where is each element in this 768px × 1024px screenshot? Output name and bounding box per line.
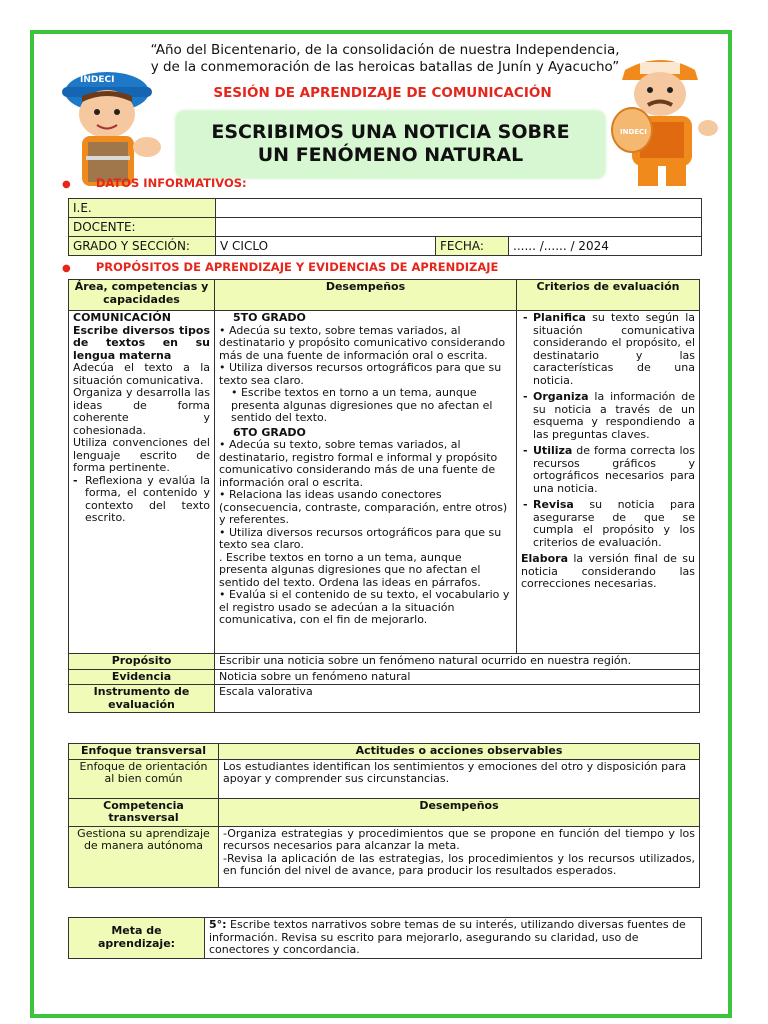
proposito-label: Propósito (69, 654, 215, 670)
col-desempenos-header: Desempeños (215, 280, 517, 311)
badge-label: INDECI (620, 128, 647, 136)
capacidad-4-wrap (73, 475, 210, 525)
meta-label: Meta de aprendizaje: (69, 918, 205, 959)
evidencia-label: Evidencia (69, 669, 215, 685)
fecha-label: FECHA: (436, 237, 509, 256)
col-area-header: Área, competencias y capacidades (69, 280, 215, 311)
desempeno-5-2: • Utiliza diversos recursos ortográficos para que su texto sea claro. (219, 361, 502, 387)
criterio-3-text: de forma correcta los recursos gráficos y ortográficos necesarios para una noticia. (533, 444, 695, 495)
proposito-value: Escribir una noticia sobre un fenómeno natural ocurrido en nuestra región. (215, 654, 700, 670)
desempeno-6-3: • Utiliza diversos recursos ortográficos para que su texto sea claro. (219, 525, 502, 551)
section-propositos-heading (62, 256, 498, 275)
desempeno-transversal-2: -Revisa la aplicación de las estrategias, los procedimientos y los recursos utilizados, en función del nivel de avance, para producir los resultados esperados. (223, 851, 695, 877)
desempenos-transversal-header: Desempeños (219, 798, 700, 826)
meta-table (68, 917, 702, 959)
criterio-1 (533, 312, 695, 387)
info-table (68, 198, 702, 256)
criterio-5-text: la versión final de su noticia considerando las correcciones necesarias. (521, 552, 695, 590)
desempeno-6-1: • Adecúa su texto, sobre temas variados, al destinatario, registro formal e informal y propósito comunicativo considerando más de una fuente de información oral o escrita. (219, 438, 498, 489)
dash-icon: - (73, 473, 78, 487)
main-title-box (176, 111, 605, 178)
bullet-icon: ● (62, 263, 71, 274)
capacidad-3: Utiliza convenciones del lenguaje escrito de forma pertinente. (73, 436, 210, 474)
criterio-1-text: su texto según la situación comunicativa considerando el propósito, el destinatario y las características de una noticia. (533, 311, 695, 387)
criterio-2-verb: Organiza (533, 390, 589, 403)
purposes-table (68, 279, 700, 713)
ie-value (216, 199, 702, 218)
motto-line-2: y de la conmemoración de las heroicas batallas de Junín y Ayacucho” (150, 59, 620, 75)
criterio-4 (533, 499, 695, 549)
meta-text: Escribe textos narrativos sobre temas de su interés, utilizando diversas fuentes de información. Revisa su escrito para mejorarlo, asegurando su claridad, uso de conectores y concordancia. (209, 918, 686, 956)
grado-label: GRADO Y SECCIÓN: (69, 237, 216, 256)
criterio-5-verb: Elabora (521, 552, 568, 565)
grado-value: V CICLO (216, 237, 436, 256)
criterio-3 (533, 445, 695, 495)
enfoque-header: Enfoque transversal (69, 744, 219, 760)
capacidad-1: Adecúa el texto a la situación comunicativa. (73, 361, 210, 387)
criterio-2 (533, 391, 695, 441)
criterio-5 (521, 553, 695, 591)
desempenos-cell (215, 311, 517, 654)
desempeno-6-4: . Escribe textos en torno a un tema, aunque presenta algunas digresiones que no afectan el sentido del texto. Ordena las ideas en párrafos. (219, 550, 481, 589)
competencia-transversal-header: Competencia transversal (69, 798, 219, 826)
main-title-line-2: UN FENÓMENO NATURAL (257, 144, 524, 166)
instrumento-label: Instrumento de evaluación (69, 685, 215, 713)
competencia-transversal-value: Gestiona su aprendizaje de manera autónoma (69, 826, 219, 887)
criterio-4-text: su noticia para asegurarse de que se cumpla el propósito y los criterios de evaluación. (533, 498, 695, 549)
meta-value (205, 918, 702, 959)
grade-6-heading: 6TO GRADO (233, 425, 306, 439)
criterio-1-verb: Planifica (533, 311, 586, 324)
national-motto (100, 42, 670, 76)
actitudes-header: Actitudes o acciones observables (219, 744, 700, 760)
section-propositos-label: PROPÓSITOS DE APRENDIZAJE Y EVIDENCIAS DE APRENDIZAJE (95, 260, 499, 274)
criterio-4-verb: Revisa (533, 498, 574, 511)
desempeno-5-3: • Escribe textos en torno a un tema, aunque presenta algunas digresiones que no afectan el sentido del texto. (231, 386, 493, 424)
cap-label: INDECI (80, 75, 115, 85)
evidencia-value: Noticia sobre un fenómeno natural (215, 669, 700, 685)
meta-grade: 5°: (209, 918, 227, 931)
area-cell (69, 311, 215, 654)
desempeno-5-1: • Adecúa su texto, sobre temas variados, al destinatario y propósito comunicativo considerando más de una fuente de información oral o escrita. (219, 323, 506, 362)
section-datos-label: DATOS INFORMATIVOS: (95, 176, 247, 190)
transversal-table (68, 743, 700, 888)
actitud-value: Los estudiantes identifican los sentimientos y emociones del otro y disposición para apoyar y comprender sus circunstancias. (219, 759, 700, 798)
enfoque-value: Enfoque de orientación al bien común (69, 759, 219, 798)
desempeno-6-2: • Relaciona las ideas usando conectores (consecuencia, contraste, comparación, entre otros) y referentes. (219, 488, 508, 526)
bullet-icon: ● (62, 179, 71, 190)
grade-5-heading: 5TO GRADO (233, 311, 306, 324)
competencia-name: Escribe diversos tipos de textos en su lengua materna (73, 323, 210, 362)
main-title-line-1: ESCRIBIMOS UNA NOTICIA SOBRE (211, 121, 570, 143)
motto-line-1: “Año del Bicentenario, de la consolidación de nuestra Independencia, (150, 42, 620, 58)
criterios-list (521, 312, 695, 549)
session-title: SESIÓN DE APRENDIZAJE DE COMUNICACIÓN (213, 85, 552, 101)
criterio-2-text: la información de su noticia a través de un esquema y respondiendo a las preguntas claves. (533, 390, 695, 441)
desempeno-6-5: • Evalúa si el contenido de su texto, el vocabulario y el registro usado se adecúan a la situación comunicativa, con el fin de mejorarlo. (219, 588, 510, 626)
criterios-cell (517, 311, 700, 654)
desempeno-transversal-1: -Organiza estrategias y procedimientos que se propone en función del tiempo y los recursos necesarios para alcanzar la meta. (223, 826, 695, 852)
section-datos-heading (62, 172, 247, 191)
docente-value (216, 218, 702, 237)
desempenos-transversal-cell (219, 826, 700, 887)
docente-label: DOCENTE: (69, 218, 216, 237)
capacidad-4: Reflexiona y evalúa la forma, el contenido y contexto del texto escrito. (85, 473, 210, 524)
instrumento-value: Escala valorativa (215, 685, 700, 713)
col-criterios-header: Criterios de evaluación (517, 280, 700, 311)
ie-label: I.E. (69, 199, 216, 218)
area-name: COMUNICACIÓN (73, 311, 171, 324)
criterio-3-verb: Utiliza (533, 444, 573, 457)
capacidad-2: Organiza y desarrolla las ideas de forma coherente y cohesionada. (73, 386, 210, 437)
fecha-value: ...... /...... / 2024 (509, 237, 702, 256)
